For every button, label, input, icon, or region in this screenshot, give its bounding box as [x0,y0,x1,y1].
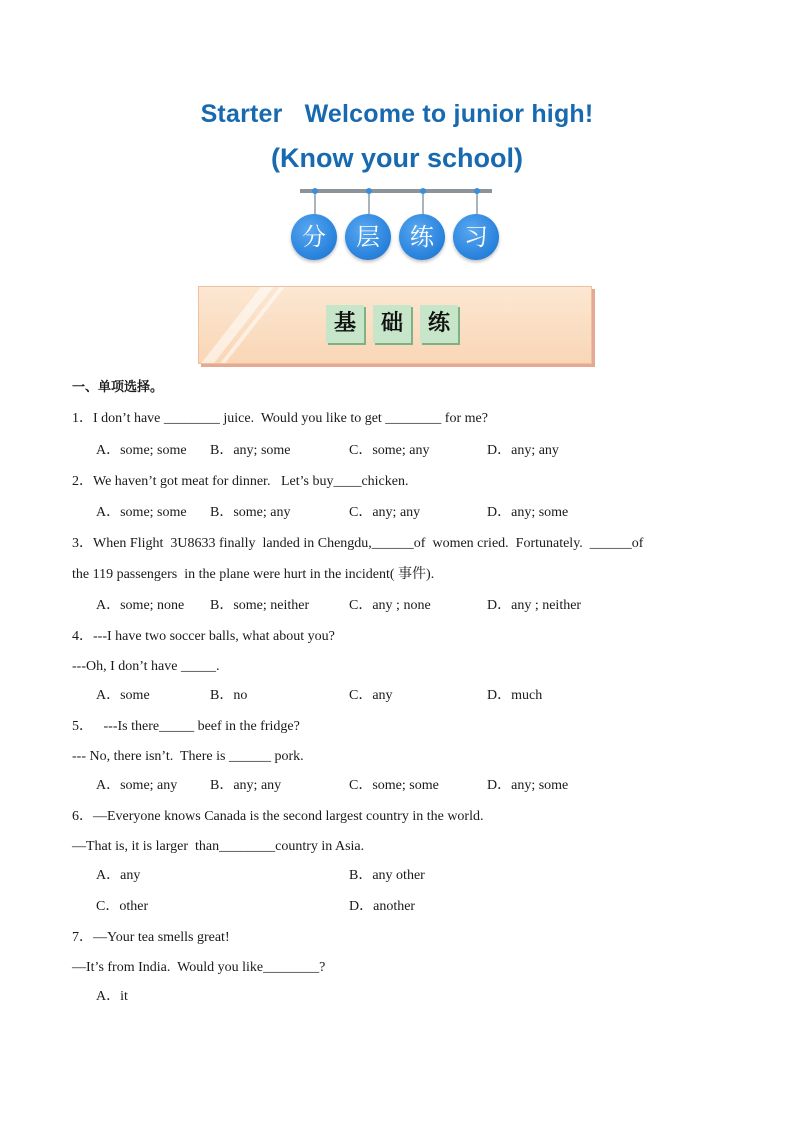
q5-option-a: A．some; any [96,778,178,793]
q6-option-c: C．other [96,899,149,914]
question-3-line-2: the 119 passengers in the plane were hurt in the incident( 事件). [72,567,435,582]
badge-lian: 练 [399,214,445,260]
q4-option-d: D．much [487,688,543,703]
level-tile-chu: 础 [373,305,411,343]
question-4-line-2: ---Oh, I don’t have _____. [72,659,220,674]
level-tile-lian: 练 [420,305,458,343]
q3-option-d: D．any ; neither [487,598,582,613]
q6-option-a: A．any [96,868,141,883]
q5-option-c: C．some; some [349,778,439,793]
question-4-line-1: 4．---I have two soccer balls, what about you? [72,629,335,644]
banner-shine [198,286,276,364]
question-2: 2．We haven’t got meat for dinner. Let’s buy____chicken. [72,474,409,489]
badge-string [314,192,316,216]
question-3-line-1: 3．When Flight 3U8633 finally landed in Chengdu,______of women cried. Fortunately. ______of [72,536,644,551]
question-7-line-1: 7．—Your tea smells great! [72,930,230,945]
q4-option-c: C．any [349,688,393,703]
q1-option-d: D．any; any [487,443,559,458]
title-welcome: Welcome to junior high! [304,100,594,128]
question-5-line-1: 5． ---Is there_____ beef in the fridge? [72,719,300,734]
page-subtitle: (Know your school) [271,143,523,173]
q5-option-d: D．any; some [487,778,569,793]
badge-rail [300,189,492,193]
question-5-line-2: --- No, there isn’t. There is ______ pork. [72,749,304,764]
q6-option-b: B．any other [349,868,425,883]
q1-option-a: A．some; some [96,443,187,458]
q2-option-c: C．any; any [349,505,421,520]
badge-string [422,192,424,216]
question-6-line-2: —That is, it is larger than________country in Asia. [72,839,365,854]
badge-pin [312,188,318,194]
question-7-line-2: —It’s from India. Would you like________? [72,960,326,975]
q7-option-a: A．it [96,989,128,1004]
q5-option-b: B．any; any [210,778,282,793]
badge-string [476,192,478,216]
q2-option-a: A．some; some [96,505,187,520]
badge-ceng: 层 [345,214,391,260]
q1-option-c: C．some; any [349,443,430,458]
q4-option-a: A．some [96,688,150,703]
section-heading: 一、单项选择。 [72,380,164,395]
badge-string [368,192,370,216]
q3-option-b: B．some; neither [210,598,310,613]
level-banner [198,286,592,364]
badge-xi: 习 [453,214,499,260]
title-starter: Starter [200,100,283,128]
question-6-line-1: 6．—Everyone knows Canada is the second largest country in the world. [72,809,484,824]
q6-option-d: D．another [349,899,416,914]
badge-pin [474,188,480,194]
q4-option-b: B．no [210,688,248,703]
q1-option-b: B．any; some [210,443,291,458]
page-title [0,100,794,129]
question-1: 1．I don’t have ________ juice. Would you like to get ________ for me? [72,411,488,426]
level-tile-ji: 基 [326,305,364,343]
badge-pin [420,188,426,194]
q3-option-a: A．some; none [96,598,185,613]
q2-option-d: D．any; some [487,505,569,520]
q2-option-b: B．some; any [210,505,291,520]
q3-option-c: C．any ; none [349,598,431,613]
badge-pin [366,188,372,194]
badge-fen: 分 [291,214,337,260]
